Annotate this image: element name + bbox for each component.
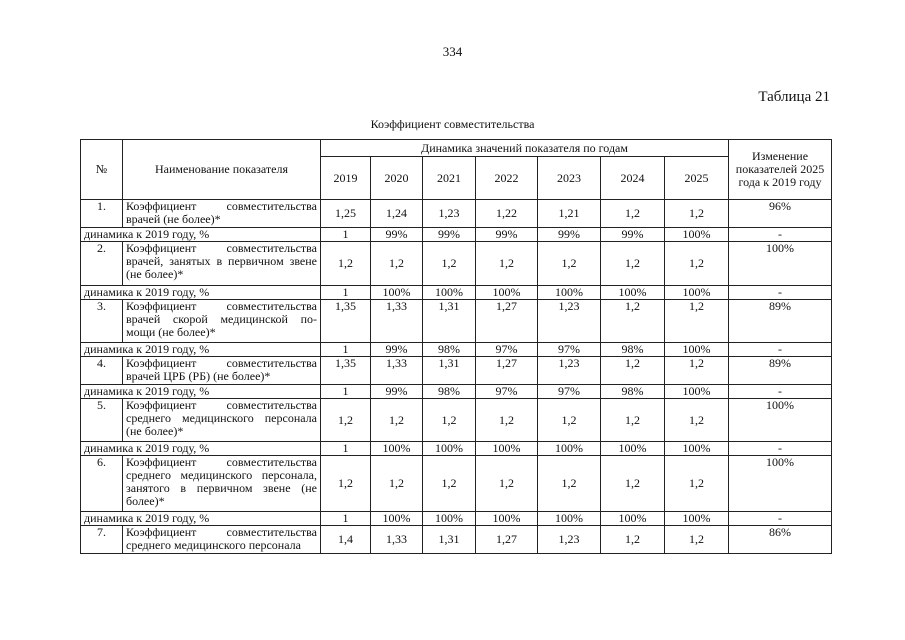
dynamics-value: 99%	[371, 385, 423, 399]
dynamics-value: 100%	[476, 286, 538, 300]
dynamics-value: 98%	[601, 343, 665, 357]
change-value: 89%	[729, 357, 832, 385]
table-row	[81, 242, 832, 286]
header-year: 2021	[423, 157, 476, 200]
dynamics-change: -	[729, 385, 832, 399]
table-row	[81, 357, 832, 385]
table-row	[81, 300, 832, 343]
indicator-name: Коэффициент совместительства врачей, занятых в первичном звене (не более)*	[123, 242, 321, 286]
indicator-value: 1,2	[601, 300, 665, 343]
header-num: №	[81, 140, 123, 200]
indicator-value: 1,2	[371, 456, 423, 512]
indicator-value: 1,2	[476, 399, 538, 442]
indicator-value: 1,2	[371, 242, 423, 286]
indicator-value: 1,2	[538, 456, 601, 512]
header-change: Изменение показателей 2025 года к 2019 году	[729, 140, 832, 200]
header-year: 2023	[538, 157, 601, 200]
indicator-value: 1,24	[371, 200, 423, 228]
indicator-value: 1,23	[538, 357, 601, 385]
indicator-value: 1,31	[423, 357, 476, 385]
dynamics-value: 100%	[601, 286, 665, 300]
change-value: 100%	[729, 399, 832, 442]
indicator-value: 1,2	[665, 357, 729, 385]
indicator-name: Коэффициент совместительства среднего медицинского персонала	[123, 526, 321, 554]
dynamics-value: 100%	[371, 286, 423, 300]
dynamics-value: 1	[321, 286, 371, 300]
indicator-value: 1,2	[321, 456, 371, 512]
dynamics-value: 99%	[371, 228, 423, 242]
indicator-value: 1,2	[423, 399, 476, 442]
header-year: 2024	[601, 157, 665, 200]
row-number: 3.	[81, 300, 123, 343]
dynamics-label: динамика к 2019 году, %	[81, 385, 321, 399]
dynamics-value: 100%	[371, 512, 423, 526]
dynamics-value: 100%	[538, 286, 601, 300]
dynamics-value: 100%	[476, 512, 538, 526]
dynamics-value: 100%	[665, 512, 729, 526]
indicator-value: 1,2	[321, 242, 371, 286]
table-row	[81, 399, 832, 442]
indicator-name: Коэффициент совместительства среднего медицинского персонала (не более)*	[123, 399, 321, 442]
dynamics-value: 100%	[423, 442, 476, 456]
table-row	[81, 200, 832, 228]
indicator-value: 1,2	[423, 456, 476, 512]
dynamics-row	[81, 286, 832, 300]
dynamics-value: 1	[321, 228, 371, 242]
indicator-value: 1,33	[371, 526, 423, 554]
table-row	[81, 526, 832, 554]
indicator-value: 1,27	[476, 300, 538, 343]
indicator-value: 1,2	[601, 242, 665, 286]
indicator-value: 1,2	[423, 242, 476, 286]
indicator-value: 1,2	[476, 242, 538, 286]
dynamics-value: 100%	[538, 512, 601, 526]
dynamics-value: 99%	[601, 228, 665, 242]
row-number: 5.	[81, 399, 123, 442]
dynamics-value: 100%	[423, 286, 476, 300]
indicator-value: 1,23	[423, 200, 476, 228]
indicator-value: 1,2	[371, 399, 423, 442]
dynamics-row	[81, 385, 832, 399]
indicator-value: 1,4	[321, 526, 371, 554]
indicator-value: 1,2	[476, 456, 538, 512]
header-dynamics: Динамика значений показателя по годам	[321, 140, 729, 157]
dynamics-row	[81, 442, 832, 456]
indicator-value: 1,2	[665, 300, 729, 343]
dynamics-value: 1	[321, 512, 371, 526]
dynamics-change: -	[729, 512, 832, 526]
dynamics-row	[81, 343, 832, 357]
change-value: 100%	[729, 242, 832, 286]
indicator-value: 1,27	[476, 526, 538, 554]
header-name: Наименование показателя	[123, 140, 321, 200]
dynamics-row	[81, 512, 832, 526]
indicator-value: 1,31	[423, 300, 476, 343]
dynamics-value: 98%	[423, 343, 476, 357]
dynamics-change: -	[729, 286, 832, 300]
row-number: 6.	[81, 456, 123, 512]
dynamics-label: динамика к 2019 году, %	[81, 228, 321, 242]
change-value: 86%	[729, 526, 832, 554]
dynamics-value: 99%	[476, 228, 538, 242]
dynamics-label: динамика к 2019 году, %	[81, 442, 321, 456]
dynamics-value: 99%	[371, 343, 423, 357]
table-label: Таблица 21	[758, 89, 830, 105]
dynamics-value: 98%	[601, 385, 665, 399]
coefficient-table	[80, 139, 832, 554]
change-value: 96%	[729, 200, 832, 228]
indicator-value: 1,23	[538, 526, 601, 554]
header-year: 2022	[476, 157, 538, 200]
dynamics-value: 1	[321, 343, 371, 357]
dynamics-change: -	[729, 343, 832, 357]
indicator-value: 1,33	[371, 357, 423, 385]
row-number: 7.	[81, 526, 123, 554]
table-row	[81, 456, 832, 512]
dynamics-value: 1	[321, 442, 371, 456]
table-body	[81, 200, 832, 554]
dynamics-value: 100%	[371, 442, 423, 456]
indicator-value: 1,2	[601, 456, 665, 512]
dynamics-value: 97%	[538, 343, 601, 357]
indicator-value: 1,22	[476, 200, 538, 228]
indicator-name: Коэффициент совместительства врачей ЦРБ (РБ) (не более)*	[123, 357, 321, 385]
dynamics-value: 97%	[538, 385, 601, 399]
indicator-value: 1,2	[321, 399, 371, 442]
indicator-name: Коэффициент совместительства врачей (не более)*	[123, 200, 321, 228]
indicator-value: 1,35	[321, 300, 371, 343]
dynamics-change: -	[729, 442, 832, 456]
row-number: 1.	[81, 200, 123, 228]
indicator-name: Коэффициент совместительства среднего медицинского персонала, занятого в первичном звене (не более)*	[123, 456, 321, 512]
page-number: 334	[442, 44, 463, 59]
dynamics-value: 100%	[665, 385, 729, 399]
dynamics-value: 100%	[538, 442, 601, 456]
dynamics-label: динамика к 2019 году, %	[81, 286, 321, 300]
dynamics-value: 100%	[476, 442, 538, 456]
indicator-name: Коэффициент совместительства врачей скорой медицинской по-мощи (не более)*	[123, 300, 321, 343]
dynamics-label: динамика к 2019 году, %	[81, 343, 321, 357]
change-value: 100%	[729, 456, 832, 512]
dynamics-value: 100%	[423, 512, 476, 526]
indicator-value: 1,2	[601, 357, 665, 385]
dynamics-value: 100%	[665, 442, 729, 456]
indicator-value: 1,31	[423, 526, 476, 554]
dynamics-value: 100%	[601, 512, 665, 526]
indicator-value: 1,2	[665, 526, 729, 554]
row-number: 4.	[81, 357, 123, 385]
dynamics-value: 99%	[423, 228, 476, 242]
indicator-value: 1,21	[538, 200, 601, 228]
dynamics-value: 99%	[538, 228, 601, 242]
dynamics-value: 100%	[601, 442, 665, 456]
dynamics-value: 1	[321, 385, 371, 399]
indicator-value: 1,2	[601, 200, 665, 228]
change-value: 89%	[729, 300, 832, 343]
indicator-value: 1,2	[538, 242, 601, 286]
dynamics-value: 97%	[476, 385, 538, 399]
dynamics-value: 100%	[665, 286, 729, 300]
indicator-value: 1,2	[538, 399, 601, 442]
indicator-value: 1,27	[476, 357, 538, 385]
dynamics-label: динамика к 2019 году, %	[81, 512, 321, 526]
indicator-value: 1,2	[665, 456, 729, 512]
indicator-value: 1,25	[321, 200, 371, 228]
table-title: Коэффициент совместительства	[370, 117, 535, 131]
indicator-value: 1,2	[665, 399, 729, 442]
header-year: 2025	[665, 157, 729, 200]
row-number: 2.	[81, 242, 123, 286]
dynamics-value: 97%	[476, 343, 538, 357]
dynamics-value: 100%	[665, 228, 729, 242]
header-year: 2019	[321, 157, 371, 200]
dynamics-value: 100%	[665, 343, 729, 357]
dynamics-value: 98%	[423, 385, 476, 399]
header-year: 2020	[371, 157, 423, 200]
indicator-value: 1,2	[601, 526, 665, 554]
dynamics-change: -	[729, 228, 832, 242]
indicator-value: 1,23	[538, 300, 601, 343]
indicator-value: 1,2	[665, 200, 729, 228]
indicator-value: 1,2	[601, 399, 665, 442]
indicator-value: 1,35	[321, 357, 371, 385]
indicator-value: 1,33	[371, 300, 423, 343]
indicator-value: 1,2	[665, 242, 729, 286]
dynamics-row	[81, 228, 832, 242]
